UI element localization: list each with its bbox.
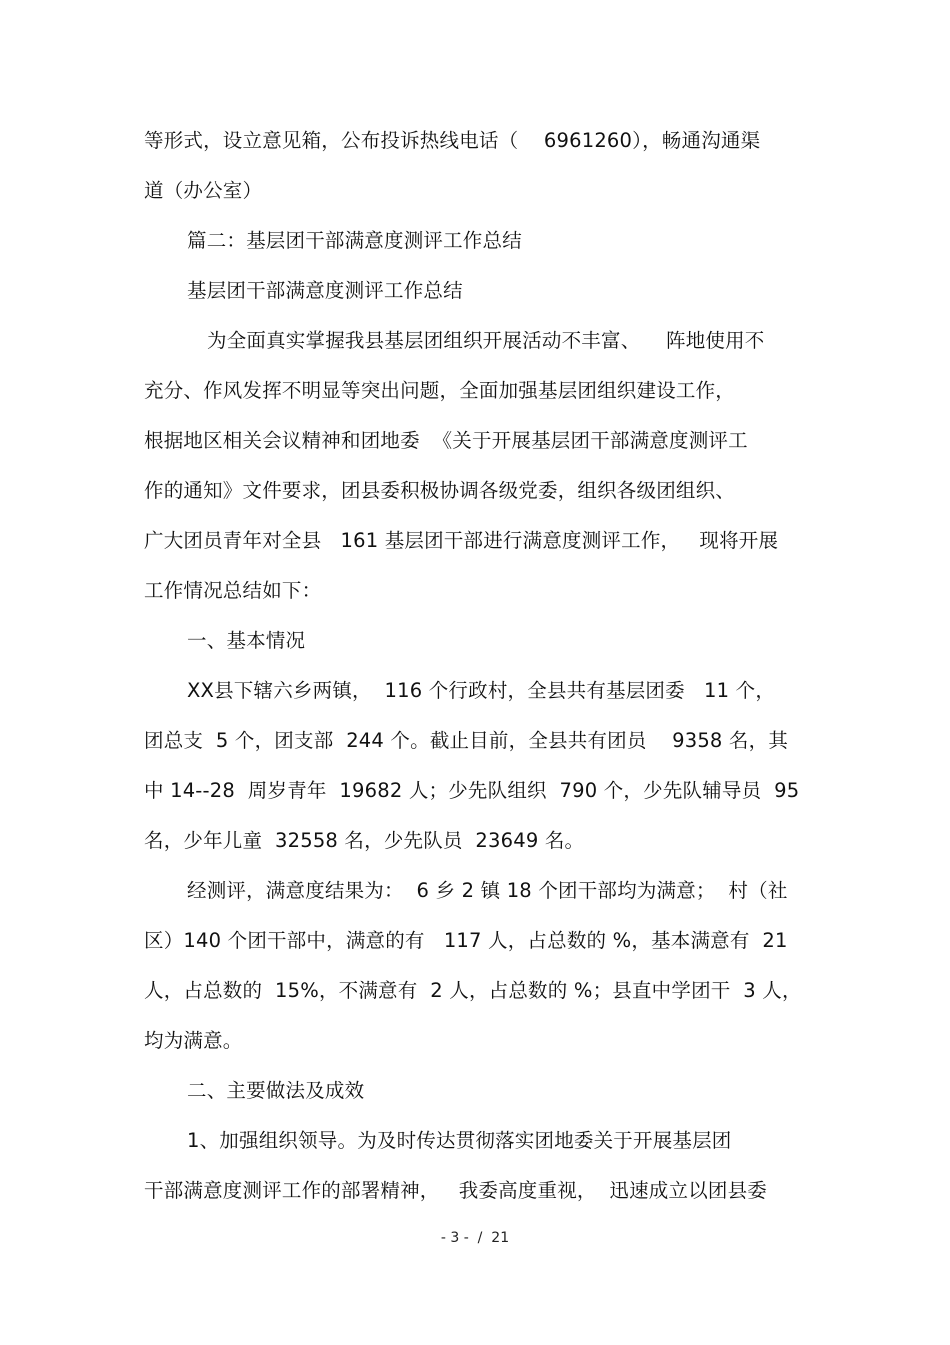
article-title: 基层团干部满意度测评工作总结: [187, 279, 463, 302]
body-text-line: 团总支 5 个，团支部 244 个。截止目前，全县共有团员 9358 名，其: [144, 729, 789, 752]
body-text-line: 充分、作风发挥不明显等突出问题，全面加强基层团组织建设工作，: [144, 379, 736, 402]
page-number: - 3 - / 21: [440, 1230, 510, 1246]
body-text-line: 道（办公室）: [144, 179, 263, 202]
body-text-line: 均为满意。: [144, 1029, 243, 1052]
section-heading: 篇二：基层团干部满意度测评工作总结: [187, 229, 522, 252]
body-text-line: 为全面真实掌握我县基层团组织开展活动不丰富、 阵地使用不: [207, 329, 765, 352]
body-text-line: 等形式，设立意见箱，公布投诉热线电话（ 6961260），畅通沟通渠: [144, 129, 761, 152]
body-text-line: 名，少年儿童 32558 名，少先队员 23649 名。: [144, 829, 585, 852]
body-text-line: XX县下辖六乡两镇， 116 个行政村，全县共有基层团委 11 个，: [187, 679, 776, 702]
body-text-line: 作的通知》文件要求，团县委积极协调各级党委，组织各级团组织、: [144, 479, 736, 502]
body-text-line: 根据地区相关会议精神和团地委 《关于开展基层团干部满意度测评工: [144, 429, 748, 452]
section-heading: 一、基本情况: [187, 629, 306, 652]
body-text-line: 人，占总数的 15%，不满意有 2 人，占总数的 %；县直中学团干 3 人，: [144, 979, 802, 1002]
section-heading: 二、主要做法及成效: [187, 1079, 365, 1102]
body-text-line: 区）140 个团干部中，满意的有 117 人，占总数的 %，基本满意有 21: [144, 929, 788, 952]
body-text-line: 干部满意度测评工作的部署精神， 我委高度重视， 迅速成立以团县委: [144, 1179, 767, 1202]
body-text-line: 经测评，满意度结果为： 6 乡 2 镇 18 个团干部均为满意； 村（社: [187, 879, 788, 902]
body-text-line: 广大团员青年对全县 161 基层团干部进行满意度测评工作， 现将开展: [144, 529, 779, 552]
body-text-line: 中 14--28 周岁青年 19682 人；少先队组织 790 个，少先队辅导员 95: [144, 779, 800, 802]
body-text-line: 1、加强组织领导。为及时传达贯彻落实团地委关于开展基层团: [187, 1129, 732, 1152]
body-text-line: 工作情况总结如下：: [144, 579, 322, 602]
